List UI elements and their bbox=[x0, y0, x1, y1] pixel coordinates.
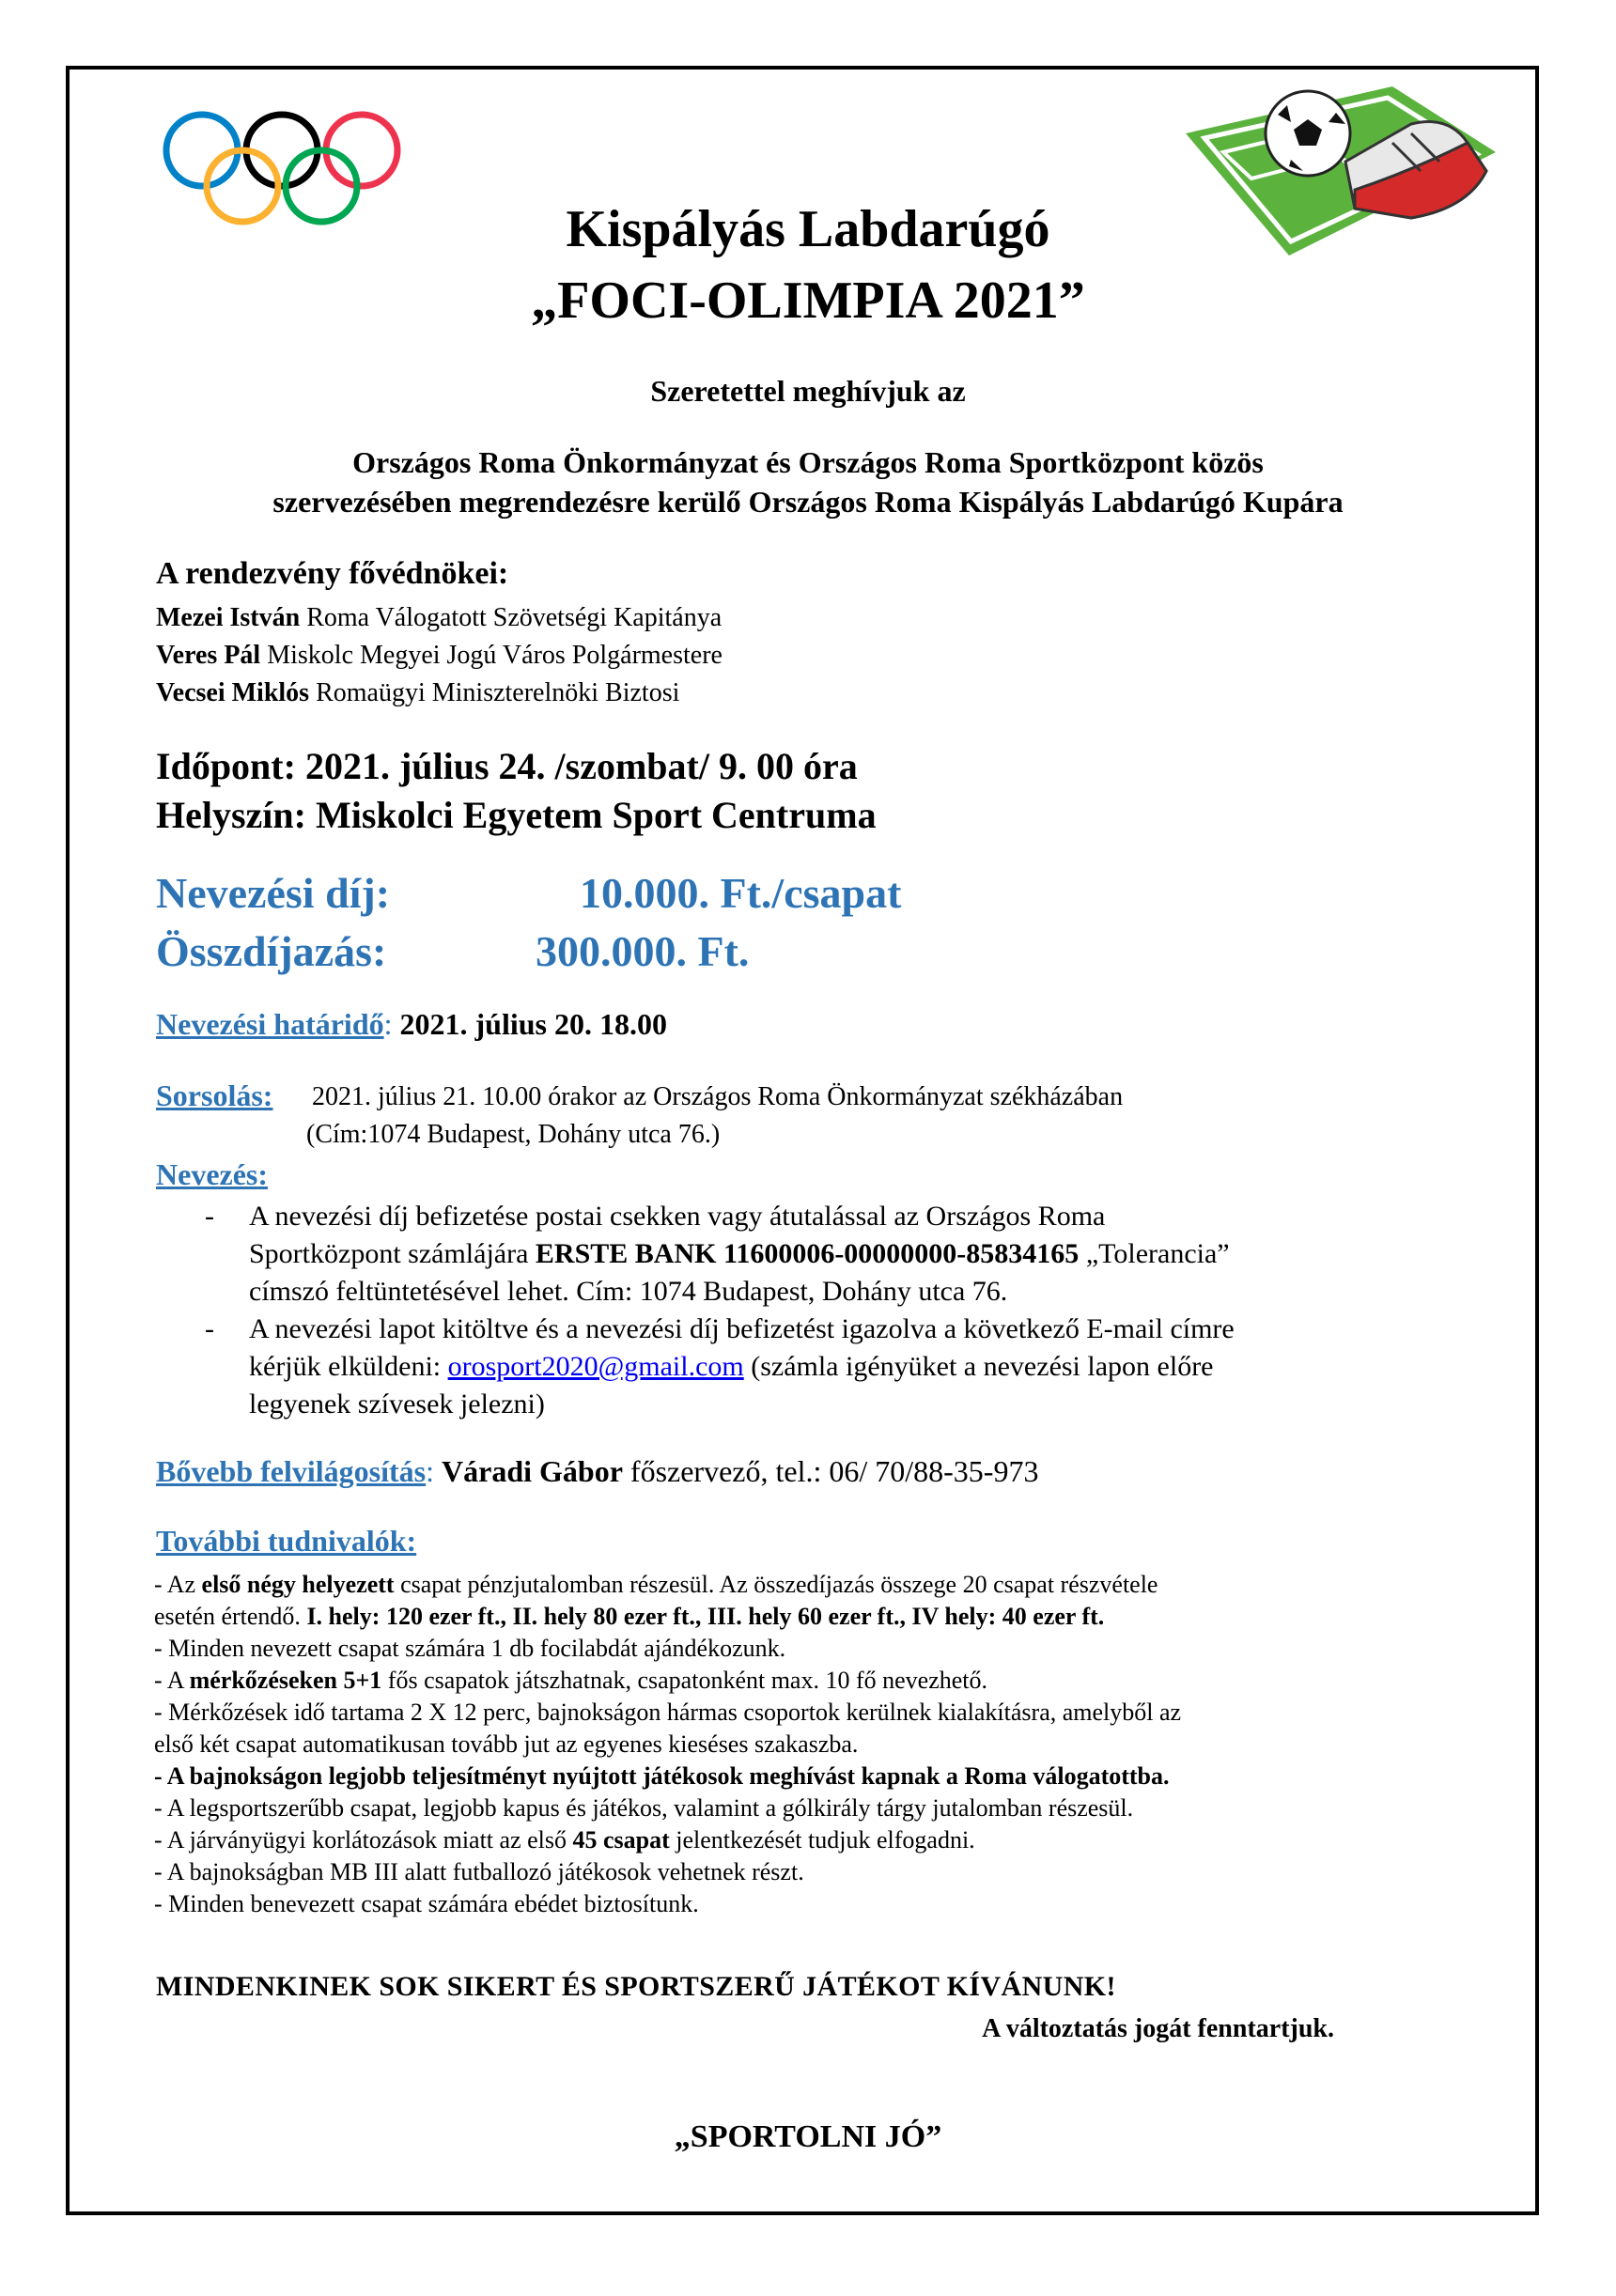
entry-label: Nevezés: bbox=[156, 1157, 269, 1191]
entry-line-1a: A nevezési díj befizetése postai csekken vagy átutalással az Országos Roma bbox=[249, 1201, 1106, 1232]
info-row: Bővebb felvilágosítás: Váradi Gábor főszervező, tel.: 06/ 70/88-35-973 bbox=[156, 1454, 1039, 1488]
event-time: Időpont: 2021. július 24. /szombat/ 9. 00 óra bbox=[156, 745, 858, 787]
prize-value: 300.000. Ft. bbox=[536, 927, 750, 975]
prize-label: Összdíjazás: bbox=[156, 927, 387, 975]
email-link[interactable]: orosport2020@gmail.com bbox=[447, 1351, 744, 1382]
event-place: Helyszín: Miskolci Egyetem Sport Centruma bbox=[156, 794, 877, 836]
note-line: - A legsportszerűbb csapat, legjobb kapus és játékos, valamint a gólkirály tárgy jutalomban részesül. bbox=[154, 1794, 1134, 1822]
invite-text: Szeretettel meghívjuk az bbox=[650, 374, 966, 408]
organizers-line-2: szervezésében megrendezésre kerülő Országos Roma Kispályás Labdarúgó Kupára bbox=[272, 485, 1344, 519]
notes-label: További tudnivalók: bbox=[156, 1524, 417, 1558]
fee-label: Nevezési díj: bbox=[156, 869, 391, 917]
entry-line-2a: A nevezési lapot kitöltve és a nevezési díj befizetést igazolva a következő E-mail címre bbox=[249, 1313, 1235, 1344]
note-line: - A mérkőzéseken 5+1 fős csapatok játszhatnak, csapatonként max. 10 fő nevezhető. bbox=[154, 1667, 988, 1694]
slogan-text: „SPORTOLNI JÓ” bbox=[674, 2119, 942, 2154]
note-line: - Minden benevezett csapat számára ebédet biztosítunk. bbox=[154, 1890, 699, 1917]
title-line-2: „FOCI-OLIMPIA 2021” bbox=[531, 271, 1085, 330]
note-line: - A bajnokságon legjobb teljesítményt nyújtott játékosok meghívást kapnak a Roma válogatottba. bbox=[154, 1762, 1170, 1790]
patron-item: Veres Pál Miskolc Megyei Jogú Város Polgármestere bbox=[156, 641, 723, 670]
patrons-heading: A rendezvény fővédnökei: bbox=[156, 556, 509, 591]
draw-line-1: 2021. július 21. 10.00 órakor az Országos Roma Önkormányzat székházában bbox=[312, 1082, 1124, 1111]
rights-text: A változtatás jogát fenntartjuk. bbox=[982, 2014, 1334, 2043]
patron-item: Mezei István Roma Válogatott Szövetségi Kapitánya bbox=[156, 603, 723, 632]
note-line: - Az első négy helyezett csapat pénzjutalomban részesül. Az összedíjazás összege 20 csapat részvétele bbox=[154, 1571, 1158, 1598]
list-dash: - bbox=[205, 1313, 214, 1344]
list-dash: - bbox=[205, 1201, 214, 1232]
title-line-1: Kispályás Labdarúgó bbox=[566, 200, 1050, 258]
note-line: - Minden nevezett csapat számára 1 db focilabdát ajándékozunk. bbox=[154, 1635, 786, 1662]
draw-line-2: (Cím:1074 Budapest, Dohány utca 76.) bbox=[306, 1120, 721, 1149]
entry-line-2b: kérjük elküldeni: orosport2020@gmail.com (számla igényüket a nevezési lapon előre bbox=[249, 1351, 1214, 1382]
entry-line-2c: legyenek szívesek jelezni) bbox=[249, 1388, 545, 1419]
note-line: esetén értendő. I. hely: 120 ezer ft., II. hely 80 ezer ft., III. hely 60 ezer ft., IV hely: 40 ezer ft. bbox=[154, 1603, 1105, 1630]
deadline-row: Nevezési határidő: 2021. július 20. 18.00 bbox=[156, 1007, 667, 1041]
closing-text: MINDENKINEK SOK SIKERT ÉS SPORTSZERŰ JÁTÉKOT KÍVÁNUNK! bbox=[156, 1971, 1116, 2002]
organizers-line-1: Országos Roma Önkormányzat és Országos Roma Sportközpont közös bbox=[352, 445, 1264, 479]
draw-label: Sorsolás: bbox=[156, 1078, 273, 1112]
entry-line-1c: címszó feltüntetésével lehet. Cím: 1074 Budapest, Dohány utca 76. bbox=[249, 1276, 1008, 1307]
note-line: - Mérkőzések idő tartama 2 X 12 perc, bajnokságon hármas csoportok kerülnek kialakításra, amelyből az bbox=[154, 1699, 1182, 1726]
note-line: - A járványügyi korlátozások miatt az első 45 csapat jelentkezését tudjuk elfogadni. bbox=[154, 1826, 975, 1854]
entry-line-1b: Sportközpont számlájára ERSTE BANK 11600006-00000000-85834165 „Tolerancia” bbox=[249, 1238, 1230, 1269]
fee-value: 10.000. Ft./csapat bbox=[580, 869, 902, 917]
note-line: első két csapat automatikusan tovább jut az egyenes kieséses szakaszba. bbox=[154, 1730, 859, 1758]
note-line: - A bajnokságban MB III alatt futballozó játékosok vehetnek részt. bbox=[154, 1858, 804, 1885]
patron-item: Vecsei Miklós Romaügyi Miniszterelnöki Biztosi bbox=[156, 678, 680, 707]
